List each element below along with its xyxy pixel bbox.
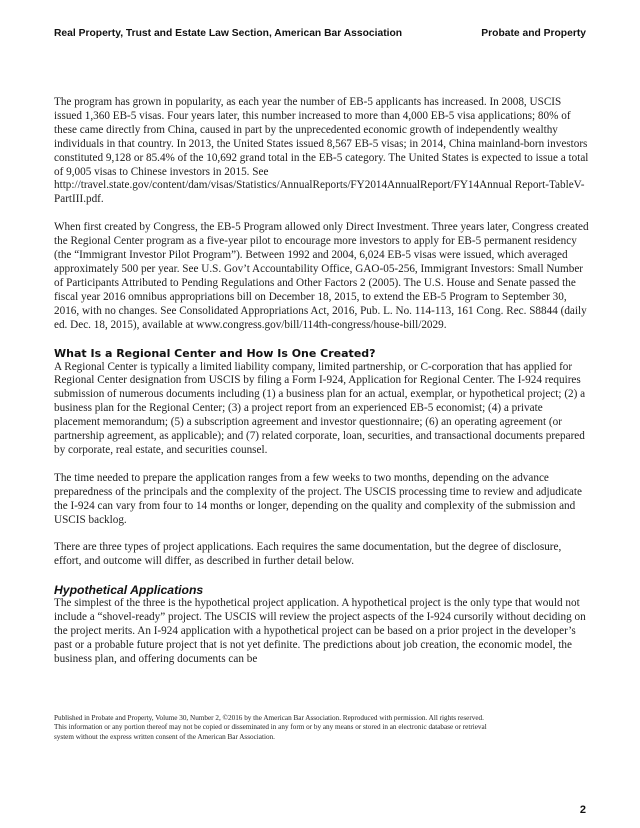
copyright-footer: Published in Probate and Property, Volume 30, Number 2, ©2016 by the American Bar Association. Reproduced with permission. All rights reserved. This information or any portion thereof may not be copied or disseminated in any form or by any means or stored in an electronic database or retrieval system without the express written consent of the American Bar Association. (54, 714, 487, 741)
paragraph-regional-center-definition: A Regional Center is typically a limited liability company, limited partnership, or C-corporation that has applied for Regional Center designation from USCIS by filing a Form I-924, Application for Regional Center. The I-924 requires submission of numerous documents including (1) a business plan for an actual, exemplar, or hypothetical project; (2) a business plan for the Regional Center; (3) a project report from an experienced EB-5 economist; (4) a private placement memorandum; (5) a subscription agreement and investor questionnaire; (6) an operating agreement (or partnership agreement, as applicable); and (7) related corporate, loan, securities, and transactional documents prepared by corporate, real estate, and securities counsel. (54, 360, 586, 456)
section-heading-regional-center: What Is a Regional Center and How Is One Created? (54, 346, 376, 360)
paragraph-hypothetical-applications: The simplest of the three is the hypothetical project application. A hypothetical project is the only type that would not include a “shovel-ready” project. The USCIS will review the project aspects of the I-924 cursorily without deciding on the project merits. An I-924 application with a hypothetical project can be based on a prior project in the developer’s past or a probable future project that is not yet definite. The predictions about job creation, the economic model, the business plan, and offering documents can be (54, 597, 586, 665)
paragraph-program-history: When first created by Congress, the EB-5 Program allowed only Direct Investment. Three years later, Congress created the Regional Center program as a five-year pilot to encourage more investors to apply for EB-5 permanent residency (the “Immigrant Investor Pilot Program”). Between 1992 and 2004, 6,024 EB-5 visas were issued, which averaged approximately 500 per year. See U.S. Gov’t Accountability Office, GAO-05-256, Immigrant Investors: Small Number of Participants Attributed to Pending Regulations and Other Factors 2 (2005). The U.S. House and Senate passed the fiscal year 2016 omnibus appropriations bill on December 18, 2015, to extend the EB-5 Program to September 30, 2016, with no changes. See Consolidated Appropriations Act, 2016, Pub. L. No. 114-113, 161 Cong. Rec. S8844 (daily ed. Dec. 18, 2015), available at www.congress.gov/bill/114th-congress/house-bill/2029. (54, 221, 589, 331)
subsection-heading-hypothetical: Hypothetical Applications (54, 583, 204, 598)
paragraph-project-types: There are three types of project applications. Each requires the same documentation, but the degree of disclosure, effort, and outcome will differ, as described in further detail below. (54, 541, 562, 568)
header-publication-name: Probate and Property (481, 28, 586, 39)
header-section-name: Real Property, Trust and Estate Law Section, American Bar Association (54, 28, 403, 39)
running-header (54, 28, 586, 46)
paragraph-program-popularity: The program has grown in popularity, as each year the number of EB-5 applicants has increased. In 2008, USCIS issued 1,360 EB-5 visas. Four years later, this number increased to more than 4,000 EB-5 visa applications; 80% of these came directly from China, caused in part by the unprecedented economic growth of independently wealthy individuals in that country. In 2013, the United States issued 8,567 EB-5 visas; in 2014, China mainland-born investors constituted 9,128 or 85.4% of the 10,692 grand total in the EB-5 category. The United States is expected to issue a total of 9,005 visas to Chinese investors in 2015. See http://travel.state.gov/content/dam/visas/Statistics/AnnualReports/FY2014AnnualReport/FY14Annual Report-TableV-PartIII.pdf. (54, 96, 589, 206)
paragraph-processing-time: The time needed to prepare the application ranges from a few weeks to two months, depending on the advance preparedness of the principals and the complexity of the project. The USCIS processing time to review and adjudicate the I-924 can vary from four to 14 months or longer, depending on the quality and complexity of the submission and USCIS backlog. (54, 471, 582, 526)
article-body (54, 96, 590, 681)
page-number: 2 (579, 804, 586, 816)
